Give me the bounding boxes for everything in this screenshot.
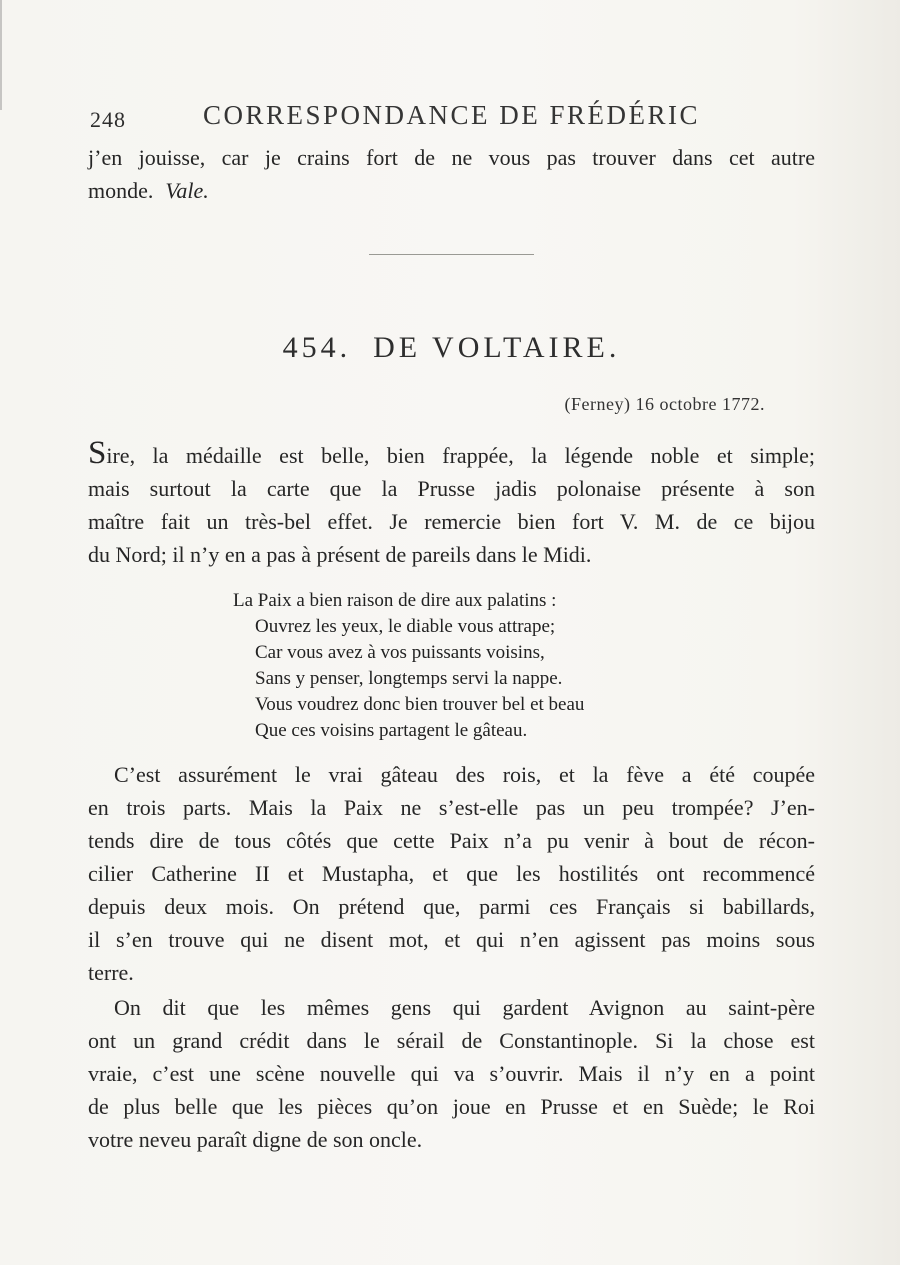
paragraph-line: depuis deux mois. On prétend que, parmi ces Français si babillards, <box>88 894 815 919</box>
verse-line: La Paix a bien raison de dire aux palatins : <box>233 590 557 611</box>
verse-line: Vous voudrez donc bien trouver bel et beau <box>255 694 585 715</box>
paragraph-line: votre neveu paraît digne de son oncle. <box>88 1127 423 1152</box>
paragraph-line: cilier Catherine II et Mustapha, et que les hostilités ont recommencé <box>88 861 815 886</box>
page-number: 248 <box>90 107 126 132</box>
letter-paragraph-2 <box>88 758 815 989</box>
paragraph-line: ont un grand crédit dans le sérail de Constantinople. Si la chose est <box>88 1028 815 1053</box>
page-content <box>88 0 815 1156</box>
letter-title: DE VOLTAIRE. <box>373 331 621 364</box>
latin-signoff: Vale. <box>165 178 209 203</box>
paragraph-line: terre. <box>88 960 134 985</box>
verse-line: Ouvrez les yeux, le diable vous attrape; <box>255 616 556 637</box>
letter-number: 454. <box>282 331 352 364</box>
previous-letter-ending <box>88 141 815 207</box>
paragraph-text: monde. <box>88 178 154 203</box>
paragraph-line: du Nord; il n’y en a pas à présent de pareils dans le Midi. <box>88 542 592 567</box>
verse-line: Car vous avez à vos puissants voisins, <box>255 642 545 663</box>
paragraph-line: en trois parts. Mais la Paix ne s’est-elle pas un peu trompée? J’en- <box>88 795 815 820</box>
letter-paragraph-3 <box>88 991 815 1156</box>
scan-edge-artifact <box>0 0 2 110</box>
paragraph-line: tends dire de tous côtés que cette Paix n’a pu venir à bout de récon- <box>88 828 815 853</box>
paragraph-line: maître fait un très-bel effet. Je remercie bien fort V. M. de ce bijou <box>88 509 815 534</box>
paragraph-line <box>88 174 815 207</box>
paragraph-line: Sire, la médaille est belle, bien frappée, la légende noble et simple; <box>88 435 815 471</box>
verse-line: Que ces voisins partagent le gâteau. <box>255 720 528 741</box>
section-divider-rule <box>369 254 534 255</box>
letter-dateline: (Ferney) 16 octobre 1772. <box>564 394 765 414</box>
running-header <box>88 100 815 136</box>
paragraph-line: j’en jouisse, car je crains fort de ne vous pas trouver dans cet autre <box>88 145 815 170</box>
verse-line: Sans y penser, longtemps servi la nappe. <box>255 668 563 689</box>
paragraph-line: vraie, c’est une scène nouvelle qui va s’ouvrir. Mais il n’y en a point <box>88 1061 815 1086</box>
paragraph-line: de plus belle que les pièces qu’on joue en Prusse et en Suède; le Roi <box>88 1094 815 1119</box>
paragraph-line: On dit que les mêmes gens qui gardent Avignon au saint-père <box>114 995 815 1020</box>
paragraph-line: mais surtout la carte que la Prusse jadis polonaise présente à son <box>88 476 815 501</box>
paragraph-line: C’est assurément le vrai gâteau des rois, et la fève a été coupée <box>114 762 815 787</box>
verse-quotation <box>233 588 815 744</box>
letter-heading <box>88 331 815 365</box>
paragraph-line: il s’en trouve qui ne disent mot, et qui n’en agissent pas moins sous <box>88 927 815 952</box>
letter-paragraph-1 <box>88 435 815 571</box>
running-title: CORRESPONDANCE DE FRÉDÉRIC <box>202 100 701 130</box>
